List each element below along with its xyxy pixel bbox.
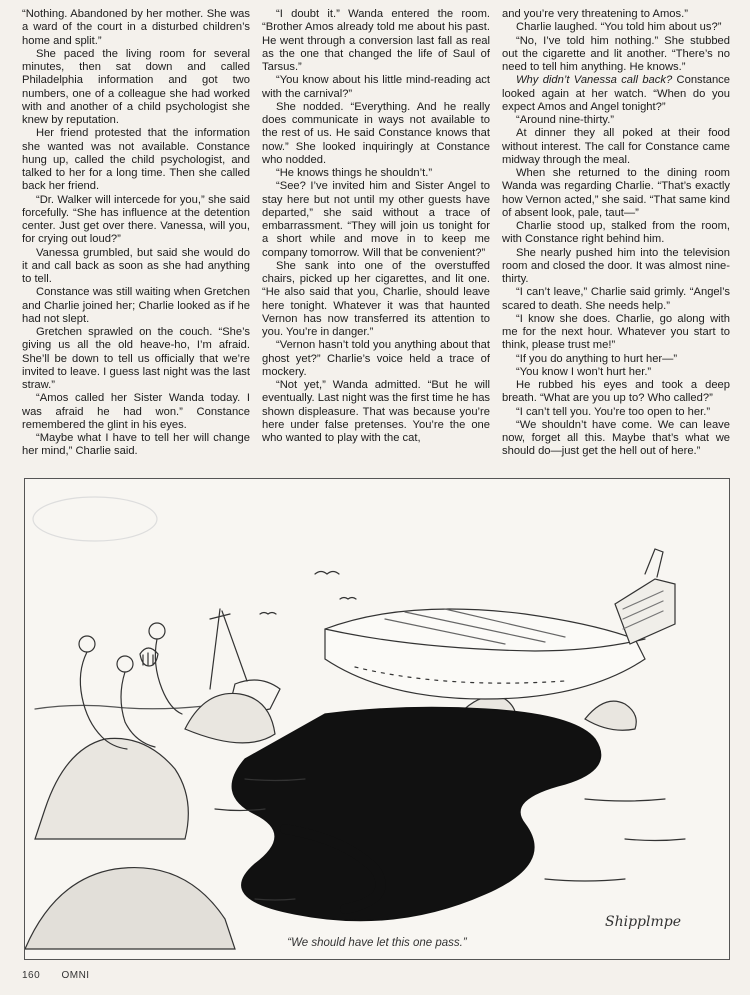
paragraph: “He knows things he shouldn’t.” <box>276 167 433 179</box>
wreck-mast <box>210 609 247 689</box>
tanker-hull <box>325 609 645 699</box>
paragraph: “Vernon hasn’t told you anything about that ghost yet?” Charlie’s voice held a trace of mockery. <box>262 339 490 378</box>
paragraph: Gretchen sprawled on the couch. “She’s giving us all the old heave-ho, I’m afraid. She’ll be down to tell us officially that we’re invited to leave. I guess last night was the last straw.” <box>22 326 250 391</box>
mermaid-3-body <box>155 639 182 714</box>
paragraph: At dinner they all poked at their food without interest. The call for Constance came midway through the meal. <box>502 127 730 166</box>
paragraph: Her friend protested that the information she wanted was not available. Constance hung up, called the child psychologist, and talked to her for a long time. Then she called back her friend. <box>22 127 250 193</box>
paragraph: Charlie laughed. “You told him about us?” <box>516 21 722 34</box>
paragraph: She nearly pushed him into the television room and closed the door. It was almost nine-thirty. <box>502 246 730 285</box>
paragraph: Vanessa grumbled, but said she would do it and call back as soon as she had anything to tell. <box>22 246 250 285</box>
mermaid-1-body <box>80 652 127 749</box>
cartoon-illustration <box>24 478 730 960</box>
paragraph: “No, I’ve told him nothing.” She stubbed out the cigarette and lit another. “There’s no need to tell him anything. He knows.” <box>502 34 730 73</box>
paragraph: “I know she does. Charlie, go along with me for the next hour. Whatever you start to think, please trust me!” <box>502 312 730 352</box>
tanker-funnel <box>645 549 663 577</box>
cartoon-caption: “We should have let this one pass.” <box>287 937 467 949</box>
paragraph: and you’re very threatening to Amos.” <box>502 8 688 20</box>
paragraph: “Dr. Walker will intercede for you,” she said forcefully. “She has influence at the detention center. Just get over there. Vanessa, will you, for crying out loud?” <box>22 193 250 246</box>
paragraph: She sank into one of the overstuffed chairs, picked up her cigarettes, and lit one. “He also said that you, Charlie, should leave here tonight. Whatever it was that haunted Vernon has now transferred its attention to you. You’re in danger.” <box>262 259 490 338</box>
paragraph: “We shouldn’t have come. We can leave now, forget all this. Maybe that’s what we should do—just get the hell out of here.” <box>502 418 730 458</box>
mermaid-rock <box>35 738 188 839</box>
mermaid-3-head <box>149 623 165 639</box>
paragraph: Constance was still waiting when Gretchen and Charlie joined her; Charlie looked as if he had not slept. <box>22 286 250 325</box>
paragraph: “See? I’ve invited him and Sister Angel to stay here but not until my other guests have departed,” she said without a trace of embarrassment. “They will join us tonight for a short while and move in to keep me company tomorrow. Will that be convenient?” <box>262 180 490 259</box>
mermaid-2-head <box>117 656 133 672</box>
mermaid-1-head <box>79 636 95 652</box>
magazine-name: OMNI <box>61 970 90 981</box>
paragraph: “Not yet,” Wanda admitted. “But he will eventually. Last night was the first time he has shown displeasure. That was because you’re here under false pretenses. You’re the one who wanted to play with the cat, <box>262 379 491 444</box>
italic-text: Why didn’t Vanessa call back? <box>516 74 673 87</box>
mermaid-2-body <box>121 672 155 747</box>
paragraph <box>502 74 730 114</box>
text-column-3 <box>502 8 730 459</box>
paragraph: She nodded. “Everything. And he really does communicate in ways not available to the rest of us. He said Constance knows that now.” She looked inquiringly at Constance who nodded. <box>262 100 490 166</box>
seagull-2 <box>340 598 356 600</box>
cartoon-drawing <box>25 479 730 960</box>
paragraph: Charlie stood up, stalked from the room, with Constance right behind him. <box>502 220 730 246</box>
paragraph: “I can’t leave,” Charlie said grimly. “Angel’s scared to death. She needs help.” <box>502 286 730 312</box>
paragraph: “If you do anything to hurt her—” <box>516 352 678 365</box>
page-number: 160 <box>22 970 41 981</box>
paragraph: He rubbed his eyes and took a deep breath. “What are you up to? Who called?” <box>502 379 730 405</box>
rock-5 <box>585 701 636 730</box>
paragraph: “You know I won’t hurt her.” <box>516 365 652 378</box>
seagull-3 <box>260 613 276 615</box>
text-column-2 <box>262 8 490 445</box>
paragraph: “Maybe what I have to tell her will change her mind,” Charlie said. <box>22 432 250 458</box>
paragraph: “Around nine-thirty.” <box>516 114 615 126</box>
paragraph: She paced the living room for several minutes, then sat down and called Philadelphia information and got two numbers, one of a colleague she had worked with and another of a child psychologist she knew by reputation. <box>22 47 250 126</box>
text-column-1 <box>22 8 250 459</box>
rock-2 <box>185 693 275 742</box>
artist-signature: Shipplmpe <box>605 914 682 930</box>
oil-slick <box>232 707 601 920</box>
seagull-1 <box>315 572 339 575</box>
paragraph: “Amos called her Sister Wanda today. I was afraid he had won.” Constance remembered the glint in his eyes. <box>22 392 250 431</box>
paragraph: “Nothing. Abandoned by her mother. She was a ward of the court in a disturbed children’s home and split.” <box>22 8 250 47</box>
paragraph: “You know about his little mind-reading act with the carnival?” <box>262 74 490 100</box>
faded-stamp-shape <box>33 497 157 541</box>
tanker-bridge <box>615 579 675 644</box>
paragraph: When she returned to the dining room Wanda was regarding Charlie. “That’s exactly how Vernon acted,” she said. “That same kind of absent look, pale, taut—” <box>502 167 730 219</box>
paragraph: “I can’t tell you. You’re too open to her.” <box>516 405 711 418</box>
paragraph-rest: Constance looked again at her watch. “When do you expect Amos and Angel tonight?” <box>502 74 730 113</box>
paragraph: “I doubt it.” Wanda entered the room. “Brother Amos already told me about his past. He went through a conversion last fall as real as the one that changed the life of Saul of Tarsus.” <box>262 8 490 73</box>
page-footer <box>22 970 108 981</box>
